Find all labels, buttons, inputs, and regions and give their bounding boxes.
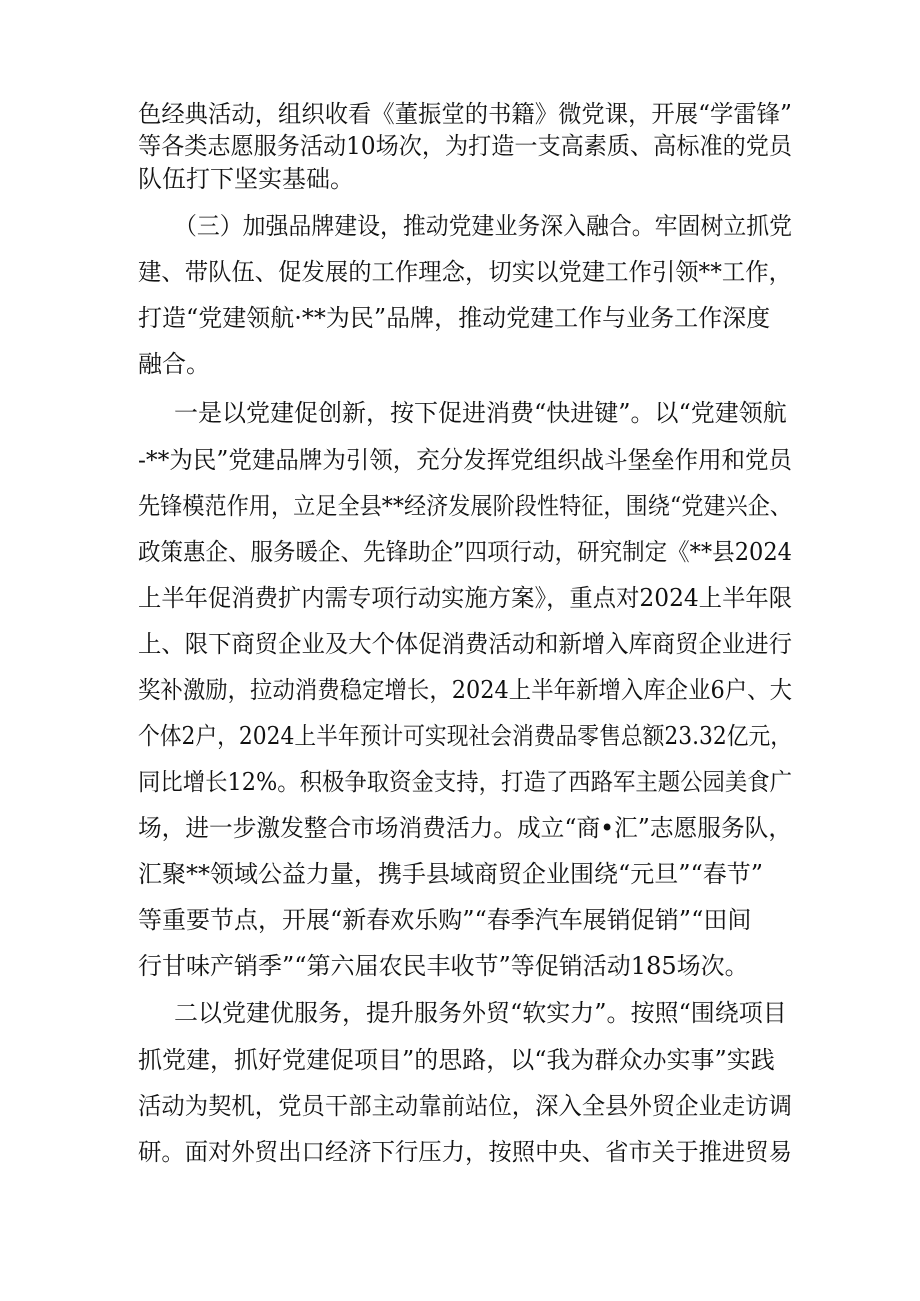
text-line-content: 一是以党建促创新，按下促进消费“快进键”。以“党建领航: [174, 399, 787, 427]
text-line: [0, 808, 920, 848]
text-line-content: 研。面对外贸出口经济下行压力，按照中央、省市关于推进贸易: [138, 1138, 792, 1166]
text-line: [0, 252, 920, 292]
text-line-content: 融合。: [138, 350, 210, 378]
text-line-content: 二以党建优服务，提升服务外贸“软实力”。按照“围绕项目: [174, 999, 787, 1027]
text-line-content: 个体2户，2024上半年预计可实现社会消费品零售总额23.32亿元，: [138, 722, 793, 750]
text-line-content: 政策惠企、服务暖企、先锋助企”四项行动，研究制定《**县2024: [138, 538, 792, 566]
text-line: [0, 440, 920, 480]
text-line-content: 色经典活动，组织收看《董振堂的书籍》微党课，开展“学雷锋”: [138, 100, 792, 128]
text-line-content: 同比增长12%。积极争取资金支持，打造了西路军主题公园美食广: [138, 768, 793, 796]
text-line: [0, 578, 920, 618]
text-line: [0, 670, 920, 710]
text-line: [0, 298, 920, 338]
text-line: [0, 624, 920, 664]
text-line: [0, 762, 920, 802]
text-line: [0, 206, 920, 246]
text-line-content: 活动为契机，党员干部主动靠前站位，深入全县外贸企业走访调: [138, 1092, 792, 1120]
text-line: [0, 532, 920, 572]
text-line-content: 先锋模范作用，立足全县**经济发展阶段性特征，围绕“党建兴企、: [138, 492, 793, 520]
text-line: [0, 344, 920, 384]
text-line: [0, 1132, 920, 1172]
text-line-content: 上半年促消费扩内需专项行动实施方案》，重点对2024上半年限: [138, 584, 793, 612]
text-line-content: 等重要节点，开展“新春欢乐购”“春季汽车展销促销”“田间: [138, 906, 752, 934]
text-line: [0, 854, 920, 894]
text-line-content: 场，进一步激发整合市场消费活力。成立“商•汇”志愿服务队，: [138, 814, 793, 842]
text-line: [0, 1086, 920, 1126]
text-line-content: 奖补激励，拉动消费稳定增长，2024上半年新增入库企业6户、大: [138, 676, 792, 704]
text-line: [0, 486, 920, 526]
text-line: [0, 159, 920, 199]
text-line: [0, 946, 920, 986]
text-line-content: -**为民”党建品牌为引领，充分发挥党组织战斗堡垒作用和党员: [138, 446, 793, 474]
text-line-content: 上、限下商贸企业及大个体促消费活动和新增入库商贸企业进行: [138, 630, 792, 658]
text-line: [0, 900, 920, 940]
text-line: [0, 393, 920, 433]
text-line: [0, 1040, 920, 1080]
text-line-content: 队伍打下坚实基础。: [138, 165, 354, 193]
text-line-content: 建、带队伍、促发展的工作理念，切实以党建工作引领**工作，: [138, 258, 792, 286]
text-line-content: 汇聚**领域公益力量，携手县域商贸企业围绕“元旦”“春节”: [138, 860, 764, 888]
text-line-content: 打造“党建领航·**为民”品牌，推动党建工作与业务工作深度: [138, 304, 771, 332]
text-line: [0, 993, 920, 1033]
text-line-content: 抓党建，抓好党建促项目”的思路，以“我为群众办实事”实践: [138, 1046, 775, 1074]
text-line-content: 行甘味产销季”“第六届农民丰收节”等促销活动185场次。: [138, 952, 749, 980]
text-line: [0, 716, 920, 756]
text-line-content: （三）加强品牌建设，推动党建业务深入融合。牢固树立抓党: [174, 212, 792, 240]
text-line-content: 等各类志愿服务活动10场次，为打造一支高素质、高标准的党员: [138, 132, 792, 160]
